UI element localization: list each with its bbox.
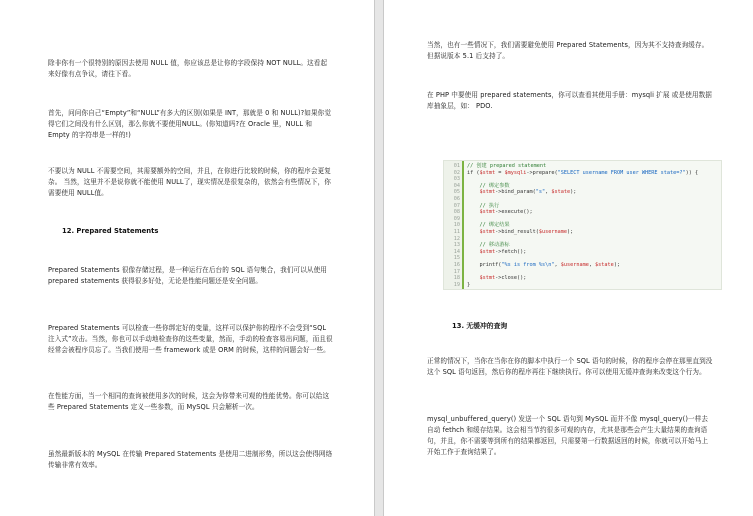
code-line-number: 09 (453, 215, 460, 222)
code-token: $stmt (479, 169, 496, 176)
code-token: ->execute(); (495, 209, 533, 216)
paragraph-binary-protocol: 虽然最新版本的 MySQL 在传输 Prepared Statements 是使用二进制形势，所以这会使得网络传输非常有效率。 (48, 450, 333, 469)
paragraph-not-null: 除非你有一个很特别的原因去使用 NULL 值，你应该总是让你的字段保持 NOT NULL。这看起来好像有点争议，请往下看。 (48, 59, 328, 78)
code-token: // 执行 (467, 202, 500, 209)
code-token (467, 189, 480, 195)
code-line (467, 189, 576, 196)
paragraph-unbuffered-intro: 正常的情况下，当你在当你在你的脚本中执行一个 SQL 语句的时候，你的程序会停在那里直到没这个 SQL 语句返回，然后你的程序再往下继续执行。你可以使用无缓冲查询来改变这个行为。 (427, 357, 713, 376)
code-token: ->close(); (495, 275, 527, 282)
code-line-number: 14 (453, 248, 460, 255)
paragraph-prepared-intro: Prepared Statements 很像存储过程，是一种运行在后台的 SQL 语句集合，我们可以从使用 prepared statements 获得很多好处，无论是性能问题还是安全问题。 (48, 266, 328, 285)
paragraph-unbuffered-function: mysql_unbuffered_query() 发送一个 SQL 语句到 MySQL 而并不像 mysql_query()一样去自动 fethch 和缓存结果。这会相当节约很多可观的内存，尤其是那些会产生大量结果的查询语句，并且，你不需要等到所有的结果都返回，只需要第一行数据返回的时候，你就可以开始马上开始工作于查询结果了。 (427, 415, 709, 456)
paragraph-php-usage: 在 PHP 中要使用 prepared statements，你可以查看其使用手册：mysqli 扩展 或是使用数据库抽象层，如： PDO. (427, 91, 712, 110)
code-token: $username (560, 262, 589, 268)
code-line-number: 18 (453, 275, 460, 282)
code-line (467, 170, 698, 177)
code-token: $state (551, 189, 571, 196)
code-line (467, 229, 573, 236)
code-token: printf( (467, 262, 502, 268)
code-line-number: 11 (453, 229, 460, 235)
code-token: // 移动游标 (467, 242, 510, 249)
code-block (443, 160, 722, 290)
code-line-number: 02 (453, 169, 460, 176)
code-token: "s" (535, 189, 546, 196)
code-token: $stmt (479, 275, 496, 282)
code-line-number: 15 (453, 255, 460, 262)
code-token: $stmt (479, 189, 496, 196)
heading-unbuffered-query: 13. 无缓冲的查询 (452, 322, 508, 330)
heading-prepared-statements: 12. Prepared Statements (62, 227, 159, 235)
code-token: ); (570, 189, 577, 196)
code-token (467, 229, 480, 235)
paragraph-empty-vs-null: 首先，问问你自己“Empty”和“NULL”有多大的区别(如果是 INT，那就是 0 和 NULL)?如果你觉得它们之间没有什么区别，那么你就不要使用NULL。(你知道吗?在 Oracle 里，NULL 和 Empty 的字符串是一样的!) (48, 109, 332, 139)
code-token: $username (538, 229, 567, 235)
code-line-number: 19 (453, 281, 460, 288)
code-token: ->bind_param( (495, 189, 536, 196)
paragraph-prepared-performance: 在性能方面，当一个相同的查询被使用多次的时候，这会为你带来可观的性能优势。你可以给这些 Prepared Statements 定义一些参数，而 MySQL 只会解析一次。 (48, 392, 330, 411)
code-token: ); (566, 229, 574, 235)
code-token: $stmt (479, 209, 496, 216)
code-token: // 绑定结果 (467, 222, 510, 229)
code-token: , (588, 262, 596, 268)
code-line (467, 209, 533, 216)
code-token (467, 275, 480, 281)
page-gutter (374, 0, 384, 516)
code-token: "SELECT username FROM user WHERE state=?" (557, 169, 686, 176)
code-line-number: 10 (453, 222, 460, 229)
code-token: $state (595, 262, 614, 268)
code-token: , (554, 262, 561, 268)
paragraph-query-cache: 当然，也有一些情况下，我们需要避免使用 Prepared Statements，因为其不支持查询缓存。但据说版本 5.1 后支持了。 (427, 41, 709, 60)
code-line-number: 04 (453, 182, 460, 189)
code-token: // 创建 prepared statement (467, 163, 547, 169)
code-token: if ( (467, 169, 480, 176)
code-token: $stmt (479, 229, 496, 235)
code-line (467, 275, 526, 282)
code-line-number: 05 (453, 189, 460, 196)
code-token: = (495, 169, 505, 176)
code-token (467, 209, 480, 215)
code-line (467, 262, 620, 269)
code-token: ->fetch(); (495, 248, 527, 255)
code-token: ); (613, 262, 621, 268)
code-line-number: 16 (453, 262, 460, 268)
code-line-number: 12 (453, 235, 460, 242)
code-line (467, 249, 526, 256)
code-line-number: 08 (453, 209, 460, 216)
code-token: ->prepare( (526, 169, 558, 176)
code-line (467, 282, 470, 289)
code-line-number: 03 (453, 176, 460, 183)
code-line-number: 17 (453, 268, 460, 275)
paragraph-null-space: 不要以为 NULL 不需要空间，其需要额外的空间，并且，在你进行比较的时候，你的程序会更复杂。 当然，这里并不是说你就不能使用 NULL了，现实情况是很复杂的，依然会有些情况下，你需要使用 NULL值。 (48, 167, 331, 197)
code-line-number: 13 (453, 242, 460, 249)
code-token (467, 249, 480, 255)
code-token: } (467, 281, 471, 288)
code-token: // 绑定参数 (467, 182, 510, 189)
code-token: )) { (685, 169, 699, 176)
code-token: , (545, 189, 552, 196)
code-token: "%s is from %s\n" (501, 262, 555, 268)
code-token: ->bind_result( (495, 229, 539, 235)
paragraph-prepared-security: Prepared Statements 可以检查一些你绑定好的变量，这样可以保护你的程序不会受到“SQL 注入式”攻击。当然，你也可以手动地检查你的这些变量，然而，手动的检查容易出问题，而且很经常会被程序员忘了。当我们使用一些 framework 或是 ORM 的时候，这样的问题会好一些。 (48, 324, 333, 354)
code-token: $stmt (479, 248, 496, 255)
code-line-number: 01 (453, 163, 460, 169)
code-token: $mysqli (504, 169, 527, 176)
code-line-number: 07 (453, 202, 460, 209)
code-line-number: 06 (453, 196, 460, 202)
